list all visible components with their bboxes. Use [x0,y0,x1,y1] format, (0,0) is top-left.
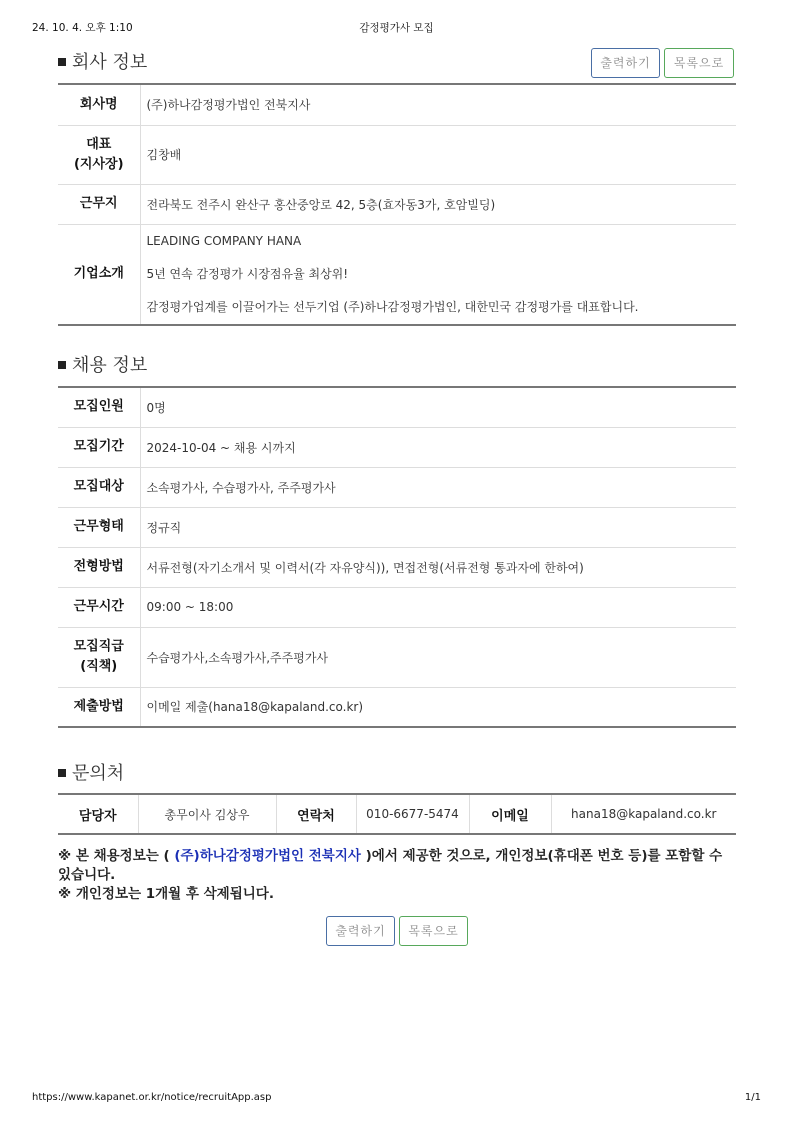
representative-label-line1: 대표 [86,136,112,152]
company-section-title [58,48,147,74]
contact-section-title [58,759,124,785]
headcount-label: 모집인원 [58,387,140,427]
square-bullet-icon [58,361,66,369]
table-row [58,184,736,224]
company-intro-line: 5년 연속 감정평가 시장점유율 최상위! [146,266,349,281]
submission-method-label: 제출방법 [58,687,140,727]
workplace-value: 전라북도 전주시 완산구 홍산중앙로 42, 5층(효자동3가, 호암빌딩) [140,184,736,224]
print-page-title: 감정평가사 모집 [359,22,434,34]
print-date: 24. 10. 4. 오후 1:10 [32,22,133,34]
submission-method-value: 이메일 제출(hana18@kapaland.co.kr) [146,700,364,715]
table-row [58,125,736,184]
representative-label [58,125,140,184]
table-row [58,627,736,687]
table-row [58,547,736,587]
contact-section-title-text: 문의처 [72,763,125,784]
table-row [58,794,736,834]
table-row [58,387,736,427]
page-url: https://www.kapanet.or.kr/notice/recruitApp.asp [32,1092,272,1103]
person-label: 담당자 [58,794,138,834]
privacy-notice-line1 [58,847,738,885]
employment-type-value: 정규직 [140,507,736,547]
company-name-label: 회사명 [58,84,140,125]
square-bullet-icon [58,58,66,66]
table-row [58,467,736,507]
recruit-info-table [58,386,736,728]
table-row [58,507,736,547]
company-section-title-text: 회사 정보 [72,52,148,73]
list-button-top[interactable]: 목록으로 [664,48,734,78]
contact-table [58,793,736,835]
company-intro-line: LEADING COMPANY HANA [146,233,302,248]
notice-prefix: ※ 본 채용정보는 ( [58,848,170,864]
notice-company-name: (주)하나감정평가법인 전북지사 [174,848,361,864]
selection-method-value: 서류전형(자기소개서 및 이력서(각 자유양식)), 면접전형(서류전형 통과자에 한하여) [140,547,736,587]
page-number: 1/1 [744,1092,761,1103]
table-row [58,687,736,727]
list-button-bottom[interactable]: 목록으로 [399,916,468,946]
work-hours-label: 근무시간 [58,587,140,627]
print-header [32,20,761,36]
position-label-line2: (직책) [80,659,118,674]
table-row [58,224,736,325]
print-button-top[interactable]: 출력하기 [591,48,660,78]
headcount-value: 0명 [140,387,736,427]
recruit-period-value: 2024-10-04 ~ 채용 시까지 [140,427,736,467]
square-bullet-icon [58,769,66,777]
company-intro-line: 감정평가업계를 이끌어가는 선두기업 (주)하나감정평가법인, 대한민국 감정평가를 대표합니다. [146,299,639,314]
recruit-section-title [58,351,147,377]
email-label: 이메일 [469,794,551,834]
privacy-notice-line2: ※ 개인정보는 1개월 후 삭제됩니다. [58,886,274,902]
work-hours-value: 09:00 ~ 18:00 [140,587,736,627]
selection-method-label: 전형방법 [58,547,140,587]
print-button-bottom[interactable]: 출력하기 [326,916,395,946]
company-intro-label: 기업소개 [58,224,140,325]
recruit-period-label: 모집기간 [58,427,140,467]
table-row [58,84,736,125]
representative-label-line2: (지사장) [73,156,124,172]
company-name-value: (주)하나감정평가법인 전북지사 [140,84,736,125]
phone-label: 연락처 [276,794,356,834]
table-row [58,427,736,467]
representative-value: 김창배 [140,125,736,184]
notice-suffix: )에서 제공한 것으로, 개인정보(휴대폰 번호 등)를 포함할 수 있습니다. [58,848,723,883]
recruit-target-label: 모집대상 [58,467,140,507]
recruit-section-title-text: 채용 정보 [72,355,148,376]
position-label [58,627,140,687]
privacy-notice [58,847,738,904]
table-row [58,587,736,627]
workplace-label: 근무지 [58,184,140,224]
email-value: hana18@kapaland.co.kr [571,807,717,821]
print-footer [32,1092,761,1106]
recruit-target-value: 소속평가사, 수습평가사, 주주평가사 [140,467,736,507]
phone-value: 010-6677-5474 [356,794,469,834]
position-value: 수습평가사,소속평가사,주주평가사 [140,627,736,687]
person-value: 총무이사 김상우 [138,794,276,834]
company-info-table [58,83,736,326]
company-intro-value [140,224,736,325]
employment-type-label: 근무형태 [58,507,140,547]
position-label-line1: 모집직급 [73,639,124,654]
